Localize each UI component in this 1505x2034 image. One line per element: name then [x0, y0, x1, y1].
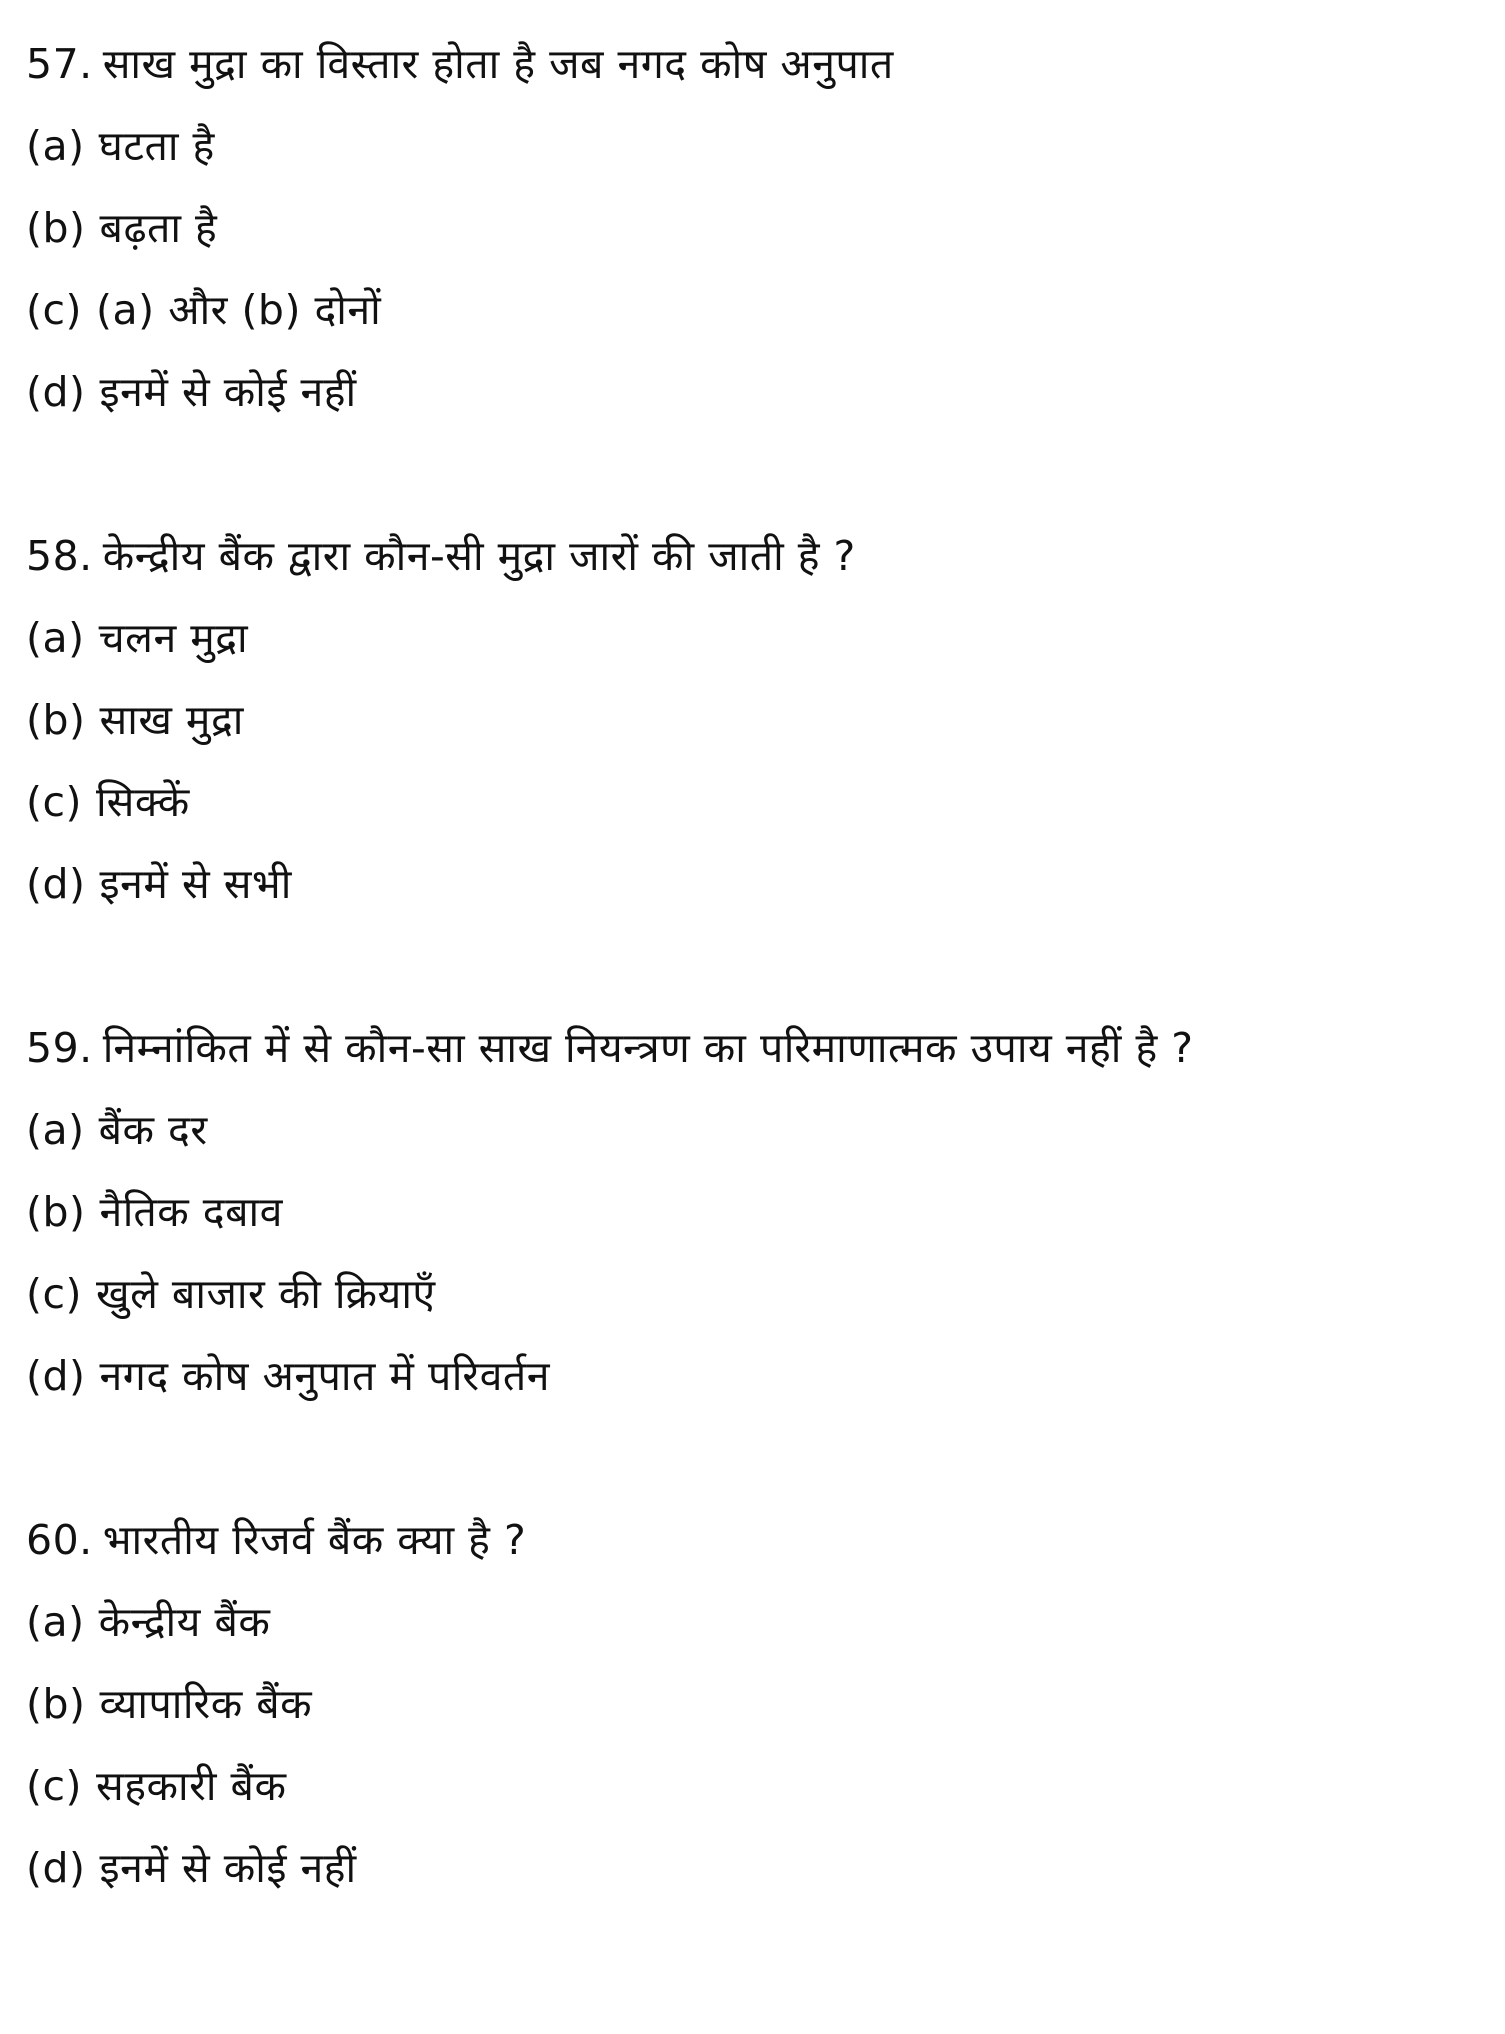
option-label: (b)	[26, 1680, 86, 1728]
option-label: (c)	[26, 1762, 83, 1810]
option-label: (c)	[26, 286, 83, 334]
option-label: (c)	[26, 778, 83, 826]
option-label: (a)	[26, 1106, 85, 1154]
option-label: (a)	[26, 122, 85, 170]
option-text: केन्द्रीय बैंक	[98, 1598, 271, 1646]
question-60-option-a	[26, 1592, 270, 1652]
option-text: चलन मुद्रा	[98, 614, 249, 662]
question-number: 57.	[26, 40, 93, 88]
option-text: सिक्कें	[96, 778, 190, 826]
option-label: (d)	[26, 860, 86, 908]
question-57	[26, 34, 894, 94]
option-text: इनमें से सभी	[99, 860, 292, 908]
option-text: इनमें से कोई नहीं	[99, 368, 357, 416]
question-58	[26, 526, 856, 586]
option-text: साख मुद्रा	[99, 696, 244, 744]
option-text: खुले बाजार की क्रियाएँ	[96, 1270, 436, 1318]
option-text: सहकारी बैंक	[96, 1762, 287, 1810]
option-label: (b)	[26, 696, 86, 744]
question-57-option-b	[26, 198, 217, 258]
question-text: केन्द्रीय बैंक द्वारा कौन-सी मुद्रा जारों की जाती है ?	[102, 532, 856, 580]
option-text: इनमें से कोई नहीं	[99, 1844, 357, 1892]
question-59-option-c	[26, 1264, 436, 1324]
question-59-option-b	[26, 1182, 283, 1242]
option-label: (d)	[26, 368, 86, 416]
option-text: व्यापारिक बैंक	[99, 1680, 313, 1728]
option-text: (a) और (b) दोनों	[96, 286, 382, 334]
option-label: (d)	[26, 1352, 86, 1400]
question-58-option-c	[26, 772, 190, 832]
option-text: घटता है	[98, 122, 215, 170]
option-text: बैंक दर	[98, 1106, 208, 1154]
question-57-option-d	[26, 362, 357, 422]
question-60-option-c	[26, 1756, 286, 1816]
question-text: भारतीय रिजर्व बैंक क्या है ?	[102, 1516, 527, 1564]
question-60-option-d	[26, 1838, 357, 1898]
question-text: साख मुद्रा का विस्तार होता है जब नगद कोष अनुपात	[102, 40, 894, 88]
option-label: (b)	[26, 204, 86, 252]
option-label: (c)	[26, 1270, 83, 1318]
question-57-option-a	[26, 116, 215, 176]
option-text: नगद कोष अनुपात में परिवर्तन	[99, 1352, 551, 1400]
question-number: 58.	[26, 532, 93, 580]
question-60-option-b	[26, 1674, 312, 1734]
question-58-option-d	[26, 854, 292, 914]
question-58-option-a	[26, 608, 248, 668]
option-label: (d)	[26, 1844, 86, 1892]
question-57-option-c	[26, 280, 381, 340]
option-label: (b)	[26, 1188, 86, 1236]
option-label: (a)	[26, 1598, 85, 1646]
question-number: 60.	[26, 1516, 93, 1564]
option-text: बढ़ता है	[99, 204, 218, 252]
question-number: 59.	[26, 1024, 93, 1072]
question-60	[26, 1510, 526, 1570]
option-text: नैतिक दबाव	[99, 1188, 283, 1236]
question-59-option-a	[26, 1100, 208, 1160]
option-label: (a)	[26, 614, 85, 662]
question-text: निम्नांकित में से कौन-सा साख नियन्त्रण का परिमाणात्मक उपाय नहीं है ?	[102, 1024, 1194, 1072]
question-59	[26, 1018, 1194, 1078]
question-59-option-d	[26, 1346, 550, 1406]
question-58-option-b	[26, 690, 244, 750]
